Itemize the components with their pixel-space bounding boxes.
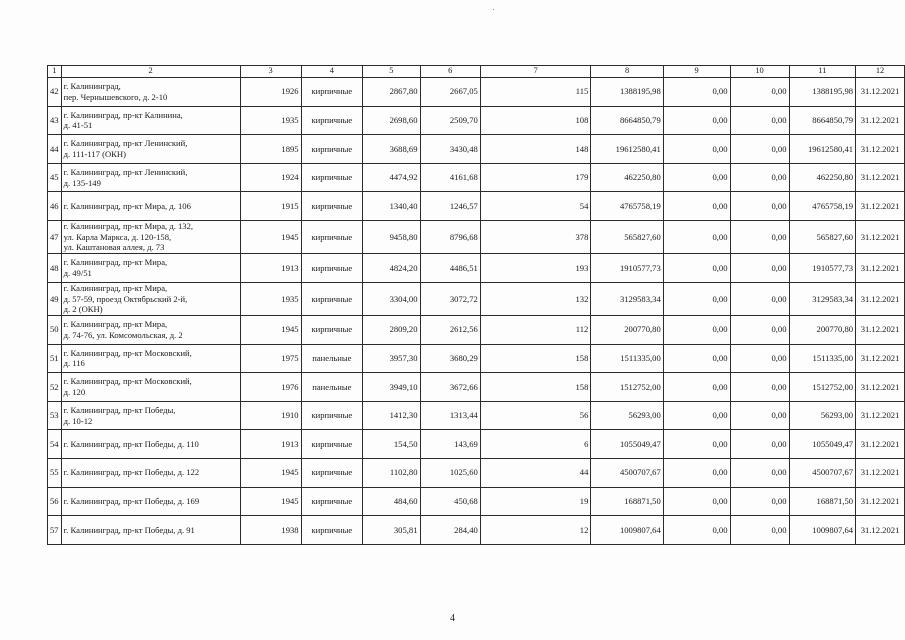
row-number-cell: 49 bbox=[48, 282, 62, 315]
residents-cell: 6 bbox=[480, 430, 591, 459]
cost-total-cell: 168871,50 bbox=[591, 487, 663, 516]
total-area-cell: 3957,30 bbox=[363, 344, 420, 373]
wall-material-cell: кирпичные bbox=[301, 315, 363, 344]
residents-cell: 54 bbox=[480, 192, 591, 221]
cost-fund-cell: 0,00 bbox=[663, 401, 730, 430]
wall-material-cell: кирпичные bbox=[301, 163, 363, 192]
table-row bbox=[48, 135, 905, 164]
row-number-cell: 48 bbox=[48, 254, 62, 283]
total-area-cell: 4824,20 bbox=[363, 254, 420, 283]
living-area-cell: 284,40 bbox=[420, 516, 480, 545]
cost-total-cell: 19612580,41 bbox=[591, 135, 663, 164]
table-row bbox=[48, 315, 905, 344]
wall-material-cell: панельные bbox=[301, 373, 363, 402]
completion-date-cell: 31.12.2021 bbox=[856, 106, 905, 135]
total-area-cell: 484,60 bbox=[363, 487, 420, 516]
completion-date-cell: 31.12.2021 bbox=[856, 163, 905, 192]
address-line: г. Калининград, пр-кт Ленинский, bbox=[63, 138, 188, 149]
column-number-10: 10 bbox=[730, 66, 789, 78]
cost-total-cell: 8664850,79 bbox=[591, 106, 663, 135]
address-line: г. Калининград, пр-кт Мира, bbox=[63, 282, 168, 293]
address-cell bbox=[61, 344, 240, 373]
residents-cell: 115 bbox=[480, 78, 591, 107]
address-line: г. Калининград, пр-кт Победы, bbox=[63, 404, 176, 415]
row-number-cell: 52 bbox=[48, 373, 62, 402]
cost-total-cell: 3129583,34 bbox=[591, 282, 663, 315]
total-area-cell: 1102,80 bbox=[363, 458, 420, 487]
residents-cell: 158 bbox=[480, 344, 591, 373]
page-number: 4 bbox=[450, 613, 455, 624]
cost-budget-cell: 0,00 bbox=[730, 401, 789, 430]
table-row bbox=[48, 516, 905, 545]
cost-budget-cell: 0,00 bbox=[730, 135, 789, 164]
residents-cell: 193 bbox=[480, 254, 591, 283]
row-number-cell: 56 bbox=[48, 487, 62, 516]
completion-date-cell: 31.12.2021 bbox=[856, 135, 905, 164]
cost-budget-cell: 0,00 bbox=[730, 458, 789, 487]
address-line: д. 57-59, проезд Октябрьский 2-й, bbox=[63, 293, 188, 304]
wall-material-cell: кирпичные bbox=[301, 220, 363, 253]
cost-total-cell: 1009807,64 bbox=[591, 516, 663, 545]
completion-date-cell: 31.12.2021 bbox=[856, 282, 905, 315]
address-line: д. 120 bbox=[63, 386, 86, 397]
column-number-2: 2 bbox=[61, 66, 240, 78]
year-built-cell: 1926 bbox=[240, 78, 301, 107]
wall-material-cell: кирпичные bbox=[301, 401, 363, 430]
completion-date-cell: 31.12.2021 bbox=[856, 430, 905, 459]
year-built-cell: 1975 bbox=[240, 344, 301, 373]
total-area-cell: 2698,60 bbox=[363, 106, 420, 135]
cost-total-cell: 1055049,47 bbox=[591, 430, 663, 459]
table-row bbox=[48, 192, 905, 221]
table-row bbox=[48, 430, 905, 459]
cost-budget-cell: 0,00 bbox=[730, 106, 789, 135]
cost-owners-cell: 1009807,64 bbox=[789, 516, 856, 545]
address-line: пер. Чернышевского, д. 2-10 bbox=[63, 91, 168, 102]
address-line: г. Калининград, пр-кт Московский, bbox=[63, 376, 192, 387]
address-cell bbox=[61, 282, 240, 315]
year-built-cell: 1913 bbox=[240, 430, 301, 459]
wall-material-cell: кирпичные bbox=[301, 458, 363, 487]
column-number-4: 4 bbox=[301, 66, 363, 78]
living-area-cell: 1246,57 bbox=[420, 192, 480, 221]
address-cell bbox=[61, 254, 240, 283]
cost-budget-cell: 0,00 bbox=[730, 487, 789, 516]
address-line: г. Калининград, пр-кт Победы, д. 169 bbox=[63, 495, 200, 506]
address-cell bbox=[61, 315, 240, 344]
row-number-cell: 57 bbox=[48, 516, 62, 545]
column-number-1: 1 bbox=[48, 66, 62, 78]
wall-material-cell: кирпичные bbox=[301, 282, 363, 315]
year-built-cell: 1976 bbox=[240, 373, 301, 402]
residents-cell: 158 bbox=[480, 373, 591, 402]
address-line: г. Калининград, пр-кт Мира, bbox=[63, 319, 168, 330]
table-row bbox=[48, 401, 905, 430]
cost-budget-cell: 0,00 bbox=[730, 516, 789, 545]
cost-owners-cell: 1055049,47 bbox=[789, 430, 856, 459]
residents-cell: 19 bbox=[480, 487, 591, 516]
completion-date-cell: 31.12.2021 bbox=[856, 315, 905, 344]
cost-fund-cell: 0,00 bbox=[663, 516, 730, 545]
residents-cell: 132 bbox=[480, 282, 591, 315]
year-built-cell: 1924 bbox=[240, 163, 301, 192]
living-area-cell: 4161,68 bbox=[420, 163, 480, 192]
cost-total-cell: 1511335,00 bbox=[591, 344, 663, 373]
cost-total-cell: 56293,00 bbox=[591, 401, 663, 430]
cost-budget-cell: 0,00 bbox=[730, 78, 789, 107]
wall-material-cell: панельные bbox=[301, 344, 363, 373]
wall-material-cell: кирпичные bbox=[301, 254, 363, 283]
cost-fund-cell: 0,00 bbox=[663, 458, 730, 487]
row-number-cell: 42 bbox=[48, 78, 62, 107]
living-area-cell: 2612,56 bbox=[420, 315, 480, 344]
living-area-cell: 2667,05 bbox=[420, 78, 480, 107]
cost-fund-cell: 0,00 bbox=[663, 106, 730, 135]
address-cell bbox=[61, 163, 240, 192]
table-row bbox=[48, 106, 905, 135]
year-built-cell: 1938 bbox=[240, 516, 301, 545]
wall-material-cell: кирпичные bbox=[301, 78, 363, 107]
cost-owners-cell: 4500707,67 bbox=[789, 458, 856, 487]
cost-fund-cell: 0,00 bbox=[663, 220, 730, 253]
cost-fund-cell: 0,00 bbox=[663, 78, 730, 107]
table-row bbox=[48, 163, 905, 192]
cost-owners-cell: 56293,00 bbox=[789, 401, 856, 430]
living-area-cell: 3680,29 bbox=[420, 344, 480, 373]
year-built-cell: 1935 bbox=[240, 282, 301, 315]
row-number-cell: 50 bbox=[48, 315, 62, 344]
cost-owners-cell: 200770,80 bbox=[789, 315, 856, 344]
address-line: г. Калининград, пр-кт Мира, д. 132, bbox=[63, 220, 194, 231]
address-line: д. 135-149 bbox=[63, 177, 101, 188]
cost-fund-cell: 0,00 bbox=[663, 373, 730, 402]
row-number-cell: 53 bbox=[48, 401, 62, 430]
table-row bbox=[48, 78, 905, 107]
cost-budget-cell: 0,00 bbox=[730, 220, 789, 253]
address-cell bbox=[61, 516, 240, 545]
total-area-cell: 3688,69 bbox=[363, 135, 420, 164]
wall-material-cell: кирпичные bbox=[301, 106, 363, 135]
residents-cell: 56 bbox=[480, 401, 591, 430]
living-area-cell: 3072,72 bbox=[420, 282, 480, 315]
cost-owners-cell: 565827,60 bbox=[789, 220, 856, 253]
living-area-cell: 450,68 bbox=[420, 487, 480, 516]
address-line: г. Калининград, пр-кт Мира, bbox=[63, 257, 168, 268]
completion-date-cell: 31.12.2021 bbox=[856, 344, 905, 373]
completion-date-cell: 31.12.2021 bbox=[856, 254, 905, 283]
column-number-3: 3 bbox=[240, 66, 301, 78]
column-number-9: 9 bbox=[663, 66, 730, 78]
cost-total-cell: 1512752,00 bbox=[591, 373, 663, 402]
cost-total-cell: 462250,80 bbox=[591, 163, 663, 192]
cost-owners-cell: 168871,50 bbox=[789, 487, 856, 516]
cost-total-cell: 1910577,73 bbox=[591, 254, 663, 283]
address-line: д. 49/51 bbox=[63, 267, 92, 278]
address-line: г. Калининград, пр-кт Победы, д. 91 bbox=[63, 524, 195, 535]
cost-budget-cell: 0,00 bbox=[730, 430, 789, 459]
address-cell bbox=[61, 487, 240, 516]
column-number-12: 12 bbox=[856, 66, 905, 78]
table-row bbox=[48, 487, 905, 516]
wall-material-cell: кирпичные bbox=[301, 192, 363, 221]
address-line: д. 111-117 (ОКН) bbox=[63, 148, 126, 159]
cost-budget-cell: 0,00 bbox=[730, 315, 789, 344]
cost-owners-cell: 19612580,41 bbox=[789, 135, 856, 164]
completion-date-cell: 31.12.2021 bbox=[856, 487, 905, 516]
living-area-cell: 3430,48 bbox=[420, 135, 480, 164]
address-cell bbox=[61, 401, 240, 430]
cost-fund-cell: 0,00 bbox=[663, 163, 730, 192]
cost-budget-cell: 0,00 bbox=[730, 192, 789, 221]
total-area-cell: 154,50 bbox=[363, 430, 420, 459]
column-number-row bbox=[48, 66, 905, 78]
living-area-cell: 3672,66 bbox=[420, 373, 480, 402]
cost-owners-cell: 4765758,19 bbox=[789, 192, 856, 221]
residents-cell: 108 bbox=[480, 106, 591, 135]
living-area-cell: 1313,44 bbox=[420, 401, 480, 430]
cost-owners-cell: 1511335,00 bbox=[789, 344, 856, 373]
address-line: г. Калининград, пр-кт Московский, bbox=[63, 347, 192, 358]
row-number-cell: 54 bbox=[48, 430, 62, 459]
column-number-8: 8 bbox=[591, 66, 663, 78]
cost-budget-cell: 0,00 bbox=[730, 254, 789, 283]
address-line: г. Калининград, bbox=[63, 81, 121, 92]
address-line: д. 74-76, ул. Комсомольская, д. 2 bbox=[63, 329, 183, 340]
table-body bbox=[48, 66, 905, 545]
row-number-cell: 55 bbox=[48, 458, 62, 487]
living-area-cell: 8796,68 bbox=[420, 220, 480, 253]
residents-cell: 44 bbox=[480, 458, 591, 487]
column-number-5: 5 bbox=[363, 66, 420, 78]
wall-material-cell: кирпичные bbox=[301, 430, 363, 459]
address-line: г. Калининград, пр-кт Калинина, bbox=[63, 109, 183, 120]
living-area-cell: 2509,70 bbox=[420, 106, 480, 135]
year-built-cell: 1895 bbox=[240, 135, 301, 164]
cost-owners-cell: 8664850,79 bbox=[789, 106, 856, 135]
cost-budget-cell: 0,00 bbox=[730, 282, 789, 315]
cost-total-cell: 200770,80 bbox=[591, 315, 663, 344]
total-area-cell: 4474,92 bbox=[363, 163, 420, 192]
year-built-cell: 1910 bbox=[240, 401, 301, 430]
total-area-cell: 9458,80 bbox=[363, 220, 420, 253]
cost-budget-cell: 0,00 bbox=[730, 163, 789, 192]
row-number-cell: 47 bbox=[48, 220, 62, 253]
residents-cell: 378 bbox=[480, 220, 591, 253]
cost-fund-cell: 0,00 bbox=[663, 282, 730, 315]
residents-cell: 179 bbox=[480, 163, 591, 192]
cost-owners-cell: 1512752,00 bbox=[789, 373, 856, 402]
total-area-cell: 2867,80 bbox=[363, 78, 420, 107]
column-number-6: 6 bbox=[420, 66, 480, 78]
cost-budget-cell: 0,00 bbox=[730, 344, 789, 373]
cost-fund-cell: 0,00 bbox=[663, 344, 730, 373]
address-line: г. Калининград, пр-кт Мира, д. 106 bbox=[63, 200, 191, 211]
column-number-7: 7 bbox=[480, 66, 591, 78]
residents-cell: 112 bbox=[480, 315, 591, 344]
address-cell bbox=[61, 373, 240, 402]
address-cell bbox=[61, 135, 240, 164]
cost-owners-cell: 462250,80 bbox=[789, 163, 856, 192]
address-line: ул. Каштановая аллея, д. 73 bbox=[63, 242, 165, 253]
row-number-cell: 44 bbox=[48, 135, 62, 164]
completion-date-cell: 31.12.2021 bbox=[856, 401, 905, 430]
total-area-cell: 1340,40 bbox=[363, 192, 420, 221]
year-built-cell: 1915 bbox=[240, 192, 301, 221]
year-built-cell: 1945 bbox=[240, 315, 301, 344]
wall-material-cell: кирпичные bbox=[301, 135, 363, 164]
completion-date-cell: 31.12.2021 bbox=[856, 458, 905, 487]
year-built-cell: 1945 bbox=[240, 458, 301, 487]
address-line: г. Калининград, пр-кт Победы, д. 122 bbox=[63, 467, 200, 478]
year-built-cell: 1935 bbox=[240, 106, 301, 135]
total-area-cell: 305,81 bbox=[363, 516, 420, 545]
cost-owners-cell: 1910577,73 bbox=[789, 254, 856, 283]
address-line: д. 2 (ОКН) bbox=[63, 304, 103, 315]
address-cell bbox=[61, 106, 240, 135]
cost-fund-cell: 0,00 bbox=[663, 430, 730, 459]
cost-total-cell: 4500707,67 bbox=[591, 458, 663, 487]
completion-date-cell: 31.12.2021 bbox=[856, 220, 905, 253]
completion-date-cell: 31.12.2021 bbox=[856, 78, 905, 107]
address-line: г. Калининград, пр-кт Ленинский, bbox=[63, 166, 188, 177]
row-number-cell: 51 bbox=[48, 344, 62, 373]
residents-cell: 12 bbox=[480, 516, 591, 545]
wall-material-cell: кирпичные bbox=[301, 516, 363, 545]
wall-material-cell: кирпичные bbox=[301, 487, 363, 516]
scan-speck bbox=[493, 9, 494, 10]
completion-date-cell: 31.12.2021 bbox=[856, 373, 905, 402]
completion-date-cell: 31.12.2021 bbox=[856, 192, 905, 221]
total-area-cell: 3304,00 bbox=[363, 282, 420, 315]
row-number-cell: 43 bbox=[48, 106, 62, 135]
year-built-cell: 1945 bbox=[240, 220, 301, 253]
cost-fund-cell: 0,00 bbox=[663, 135, 730, 164]
table-row bbox=[48, 254, 905, 283]
address-line: д. 116 bbox=[63, 358, 85, 369]
column-number-11: 11 bbox=[789, 66, 856, 78]
cost-owners-cell: 1388195,98 bbox=[789, 78, 856, 107]
address-line: д. 41-51 bbox=[63, 120, 93, 131]
address-line: г. Калининград, пр-кт Победы, д. 110 bbox=[63, 438, 199, 449]
year-built-cell: 1913 bbox=[240, 254, 301, 283]
row-number-cell: 46 bbox=[48, 192, 62, 221]
cost-fund-cell: 0,00 bbox=[663, 487, 730, 516]
year-built-cell: 1945 bbox=[240, 487, 301, 516]
residents-cell: 148 bbox=[480, 135, 591, 164]
living-area-cell: 143,69 bbox=[420, 430, 480, 459]
address-cell bbox=[61, 458, 240, 487]
cost-owners-cell: 3129583,34 bbox=[789, 282, 856, 315]
total-area-cell: 3949,10 bbox=[363, 373, 420, 402]
total-area-cell: 2809,20 bbox=[363, 315, 420, 344]
cost-total-cell: 565827,60 bbox=[591, 220, 663, 253]
total-area-cell: 1412,30 bbox=[363, 401, 420, 430]
living-area-cell: 1025,60 bbox=[420, 458, 480, 487]
cost-fund-cell: 0,00 bbox=[663, 254, 730, 283]
table-row bbox=[48, 373, 905, 402]
cost-total-cell: 4765758,19 bbox=[591, 192, 663, 221]
table-row bbox=[48, 344, 905, 373]
table-row bbox=[48, 458, 905, 487]
address-line: ул. Карла Маркса, д. 120-158, bbox=[63, 231, 172, 242]
completion-date-cell: 31.12.2021 bbox=[856, 516, 905, 545]
cost-fund-cell: 0,00 bbox=[663, 315, 730, 344]
table-row bbox=[48, 220, 905, 253]
address-cell bbox=[61, 78, 240, 107]
row-number-cell: 45 bbox=[48, 163, 62, 192]
address-cell bbox=[61, 430, 240, 459]
cost-fund-cell: 0,00 bbox=[663, 192, 730, 221]
address-line: д. 10-12 bbox=[63, 415, 93, 426]
cost-budget-cell: 0,00 bbox=[730, 373, 789, 402]
address-cell bbox=[61, 192, 240, 221]
housing-register-table bbox=[47, 65, 905, 545]
cost-total-cell: 1388195,98 bbox=[591, 78, 663, 107]
address-cell bbox=[61, 220, 240, 253]
table-row bbox=[48, 282, 905, 315]
living-area-cell: 4486,51 bbox=[420, 254, 480, 283]
